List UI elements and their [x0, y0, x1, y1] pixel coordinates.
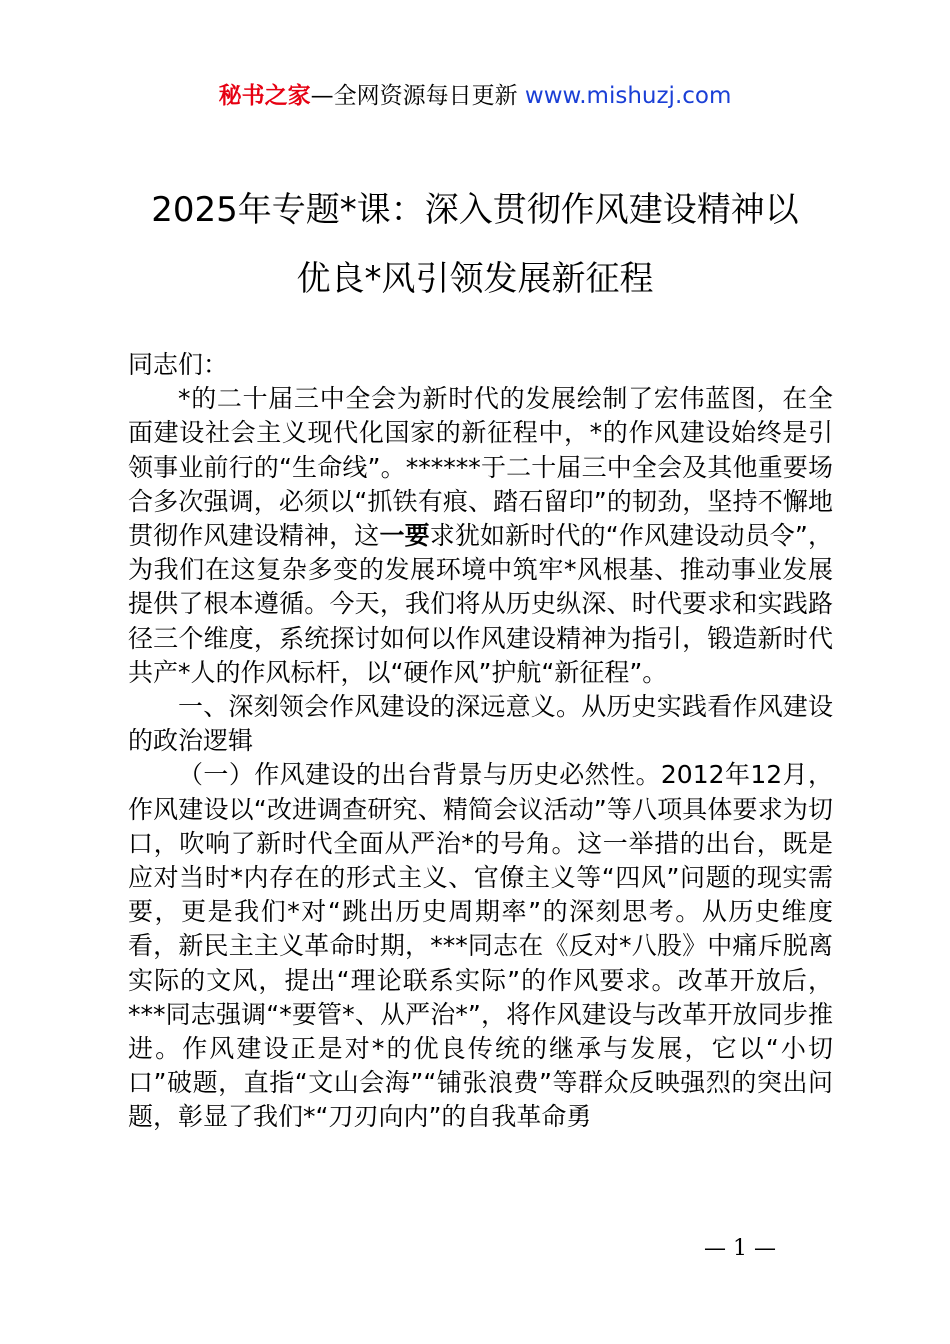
intro-text-part-2: 求犹如新时代的“作风建设动员令”，为我们在这复杂多变的发展环境中筑牢*风根基、推动事业发展提供了根本遵循。今天，我们将从历史纵深、时代要求和实践路径三个维度，系统探讨如何以作风建设精神为指引，锻造新时代共产*人的作风标杆，以“硬作风”护航“新征程”。: [128, 521, 833, 687]
page-number: — 1 —: [704, 1236, 776, 1261]
intro-text-part-1: *的二十届三中全会为新时代的发展绘制了宏伟蓝图，在全面建设社会主义现代化国家的新征程中，*的作风建设始终是引领事业前行的“生命线”。******于二十届三中全会及其他重要场合多次强调，必须以“抓铁有痕、踏石留印”的韧劲，坚持不懈地贯彻作风建设精神，这: [128, 384, 833, 551]
intro-paragraph: [128, 382, 833, 690]
site-brand: 秘书之家: [218, 83, 311, 109]
document-title-line-2: 优良*风引领发展新征程: [296, 259, 654, 299]
intro-bold-text: 一要: [379, 521, 430, 551]
site-url-link[interactable]: www.mishuzj.com: [524, 83, 732, 109]
section-heading-1: 一、深刻领会作风建设的深远意义。从历史实践看作风建设的政治逻辑: [128, 692, 833, 756]
site-slogan: —全网资源每日更新: [310, 83, 518, 109]
site-header: [0, 80, 950, 112]
document-title-line-1: 2025年专题*课：深入贯彻作风建设精神以: [151, 190, 799, 230]
salutation: 同志们：: [128, 350, 229, 379]
document-body: [128, 348, 833, 1135]
section-paragraph-1: （一）作风建设的出台背景与历史必然性。2012年12月，作风建设以“改进调查研究、精简会议活动”等八项具体要求为切口，吹响了新时代全面从严治*的号角。这一举措的出台，既是应对当时*内存在的形式主义、官僚主义等“四风”问题的现实需要，更是我们*对“跳出历史周期率”的深刻思考。从历史维度看，新民主主义革命时期，***同志在《反对*八股》中痛斥脱离实际的文风，提出“理论联系实际”的作风要求。改革开放后，***同志强调“*要管*、从严治*”，将作风建设与改革开放同步推进。作风建设正是对*的优良传统的继承与发展，它以“小切口”破题，直指“文山会海”“铺张浪费”等群众反映强烈的突出问题，彰显了我们*“刀刃向内”的自我革命勇: [128, 760, 833, 1132]
